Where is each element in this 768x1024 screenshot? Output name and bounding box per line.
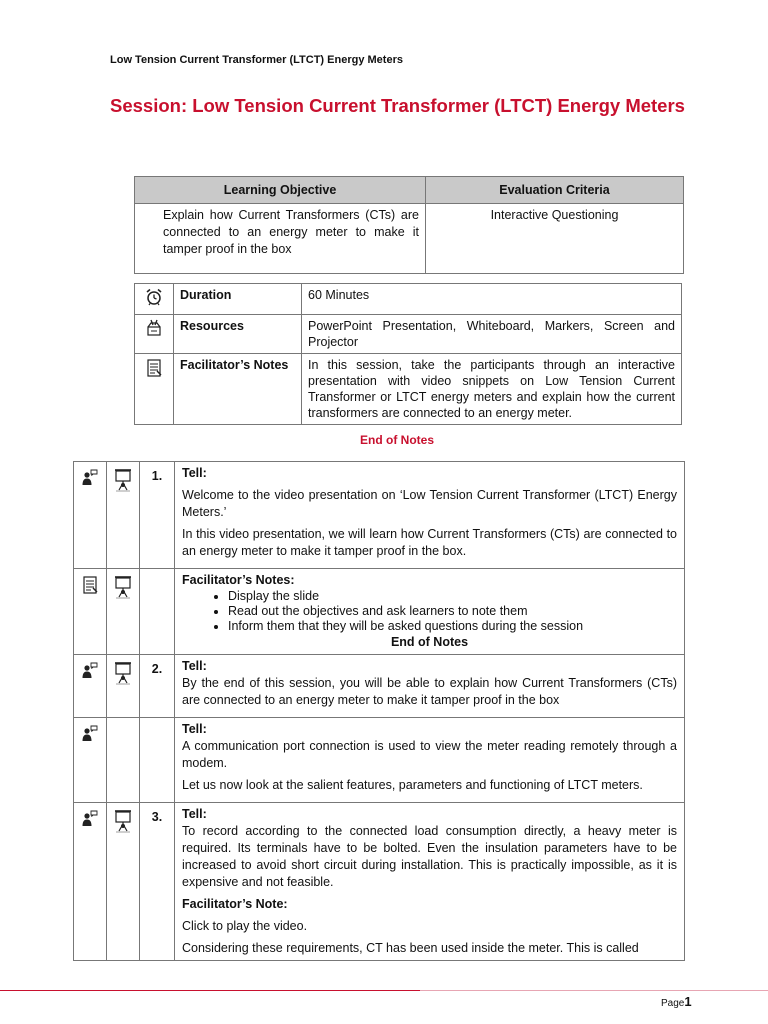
table-row xyxy=(74,569,685,655)
step-number: 1. xyxy=(140,462,175,569)
paragraph: By the end of this session, you will be able to explain how Current Transformers (CTs) are connected to an energy meter to make it tamper proof in the box xyxy=(182,676,677,707)
facilitator-notes-value: In this session, take the participants through an interactive presentation with video snippets on Low Tension Current Transformer or LTCT energy meters and explain how the current transformers are connected to an energy meter. xyxy=(302,354,682,425)
speaker-icon xyxy=(81,724,99,747)
list-item: • Inform them that they will be asked questions during the session xyxy=(228,619,677,634)
step-number xyxy=(140,569,175,655)
icon-cell xyxy=(107,803,140,961)
resources-icon xyxy=(145,319,163,341)
session-info-table xyxy=(134,283,682,425)
end-of-notes-label: End of Notes xyxy=(390,635,469,649)
notes-list xyxy=(182,589,677,634)
facilitator-notes-label: Facilitator’s Notes xyxy=(174,354,302,425)
step-content xyxy=(175,462,685,569)
evaluation-criteria-header: Evaluation Criteria xyxy=(426,177,684,204)
duration-label: Duration xyxy=(174,284,302,315)
evaluation-criteria-cell: Interactive Questioning xyxy=(426,204,684,274)
facilitator-notes-label: Facilitator’s Notes: xyxy=(182,573,295,587)
step-number: 3. xyxy=(140,803,175,961)
icon-cell xyxy=(74,803,107,961)
running-header: Low Tension Current Transformer (LTCT) Energy Meters xyxy=(110,54,403,66)
notes-icon xyxy=(145,358,163,382)
facilitator-note-label: Facilitator’s Note: xyxy=(182,897,288,911)
page-label: Page xyxy=(661,998,685,1009)
duration-value: 60 Minutes xyxy=(302,284,682,315)
step-content xyxy=(175,655,685,718)
footer-divider-light xyxy=(420,990,768,991)
paragraph: Considering these requirements, CT has been used inside the meter. This is called xyxy=(182,941,639,955)
icon-cell xyxy=(74,462,107,569)
tell-label: Tell: xyxy=(182,659,207,673)
learning-objective-header: Learning Objective xyxy=(135,177,426,204)
paragraph: To record according to the connected load consumption directly, a heavy meter is required. Its terminals have to be bolted. Even the insulation parameters have to be increased to avoid short circuit during installation. This is practically impossible, as it is expensive and not feasible. xyxy=(182,824,677,889)
icon-cell xyxy=(107,462,140,569)
objectives-table xyxy=(134,176,684,274)
page-number: 1 xyxy=(684,994,692,1009)
step-number: 2. xyxy=(140,655,175,718)
paragraph: Welcome to the video presentation on ‘Low Tension Current Transformer (LTCT) Energy Meters.’ xyxy=(182,488,677,519)
paragraph: A communication port connection is used to view the meter reading remotely through a modem. xyxy=(182,739,677,770)
speaker-icon xyxy=(81,468,99,491)
presentation-icon xyxy=(113,468,133,497)
paragraph: Click to play the video. xyxy=(182,919,308,933)
icon-cell xyxy=(74,718,107,803)
session-title: Session: Low Tension Current Transformer (LTCT) Energy Meters xyxy=(110,95,685,116)
resources-value: PowerPoint Presentation, Whiteboard, Markers, Screen and Projector xyxy=(302,315,682,354)
tell-label: Tell: xyxy=(182,807,207,821)
notes-icon xyxy=(81,575,99,600)
list-item: • Display the slide xyxy=(228,589,677,604)
speaker-icon xyxy=(81,661,99,684)
alarm-clock-icon xyxy=(145,288,163,310)
icon-cell xyxy=(74,569,107,655)
paragraph: In this video presentation, we will learn how Current Transformers (CTs) are connected to an energy meter to make it tamper proof in the box. xyxy=(182,527,677,558)
tell-label: Tell: xyxy=(182,466,207,480)
end-of-notes-label: End of Notes xyxy=(360,433,434,447)
resources-icon-cell xyxy=(135,315,174,354)
table-row xyxy=(74,655,685,718)
presentation-icon xyxy=(113,809,133,838)
paragraph: Let us now look at the salient features, parameters and functioning of LTCT meters. xyxy=(182,778,643,792)
step-content xyxy=(175,569,685,655)
icon-cell xyxy=(74,655,107,718)
list-item: • Read out the objectives and ask learners to note them xyxy=(228,604,677,619)
icon-cell xyxy=(107,718,140,803)
presentation-icon xyxy=(113,575,133,604)
step-content xyxy=(175,718,685,803)
learning-objective-cell: Explain how Current Transformers (CTs) are connected to an energy meter to make it tamper proof in the box xyxy=(135,204,426,274)
tell-label: Tell: xyxy=(182,722,207,736)
icon-cell xyxy=(107,569,140,655)
speaker-icon xyxy=(81,809,99,832)
session-steps-table xyxy=(73,461,685,961)
page-footer xyxy=(661,994,692,1009)
table-row xyxy=(74,803,685,961)
footer-divider xyxy=(0,990,420,991)
icon-cell xyxy=(107,655,140,718)
step-number xyxy=(140,718,175,803)
table-row xyxy=(74,718,685,803)
presentation-icon xyxy=(113,661,133,690)
facilitator-notes-icon-cell xyxy=(135,354,174,425)
step-content xyxy=(175,803,685,961)
resources-label: Resources xyxy=(174,315,302,354)
table-row xyxy=(74,462,685,569)
duration-icon-cell xyxy=(135,284,174,315)
